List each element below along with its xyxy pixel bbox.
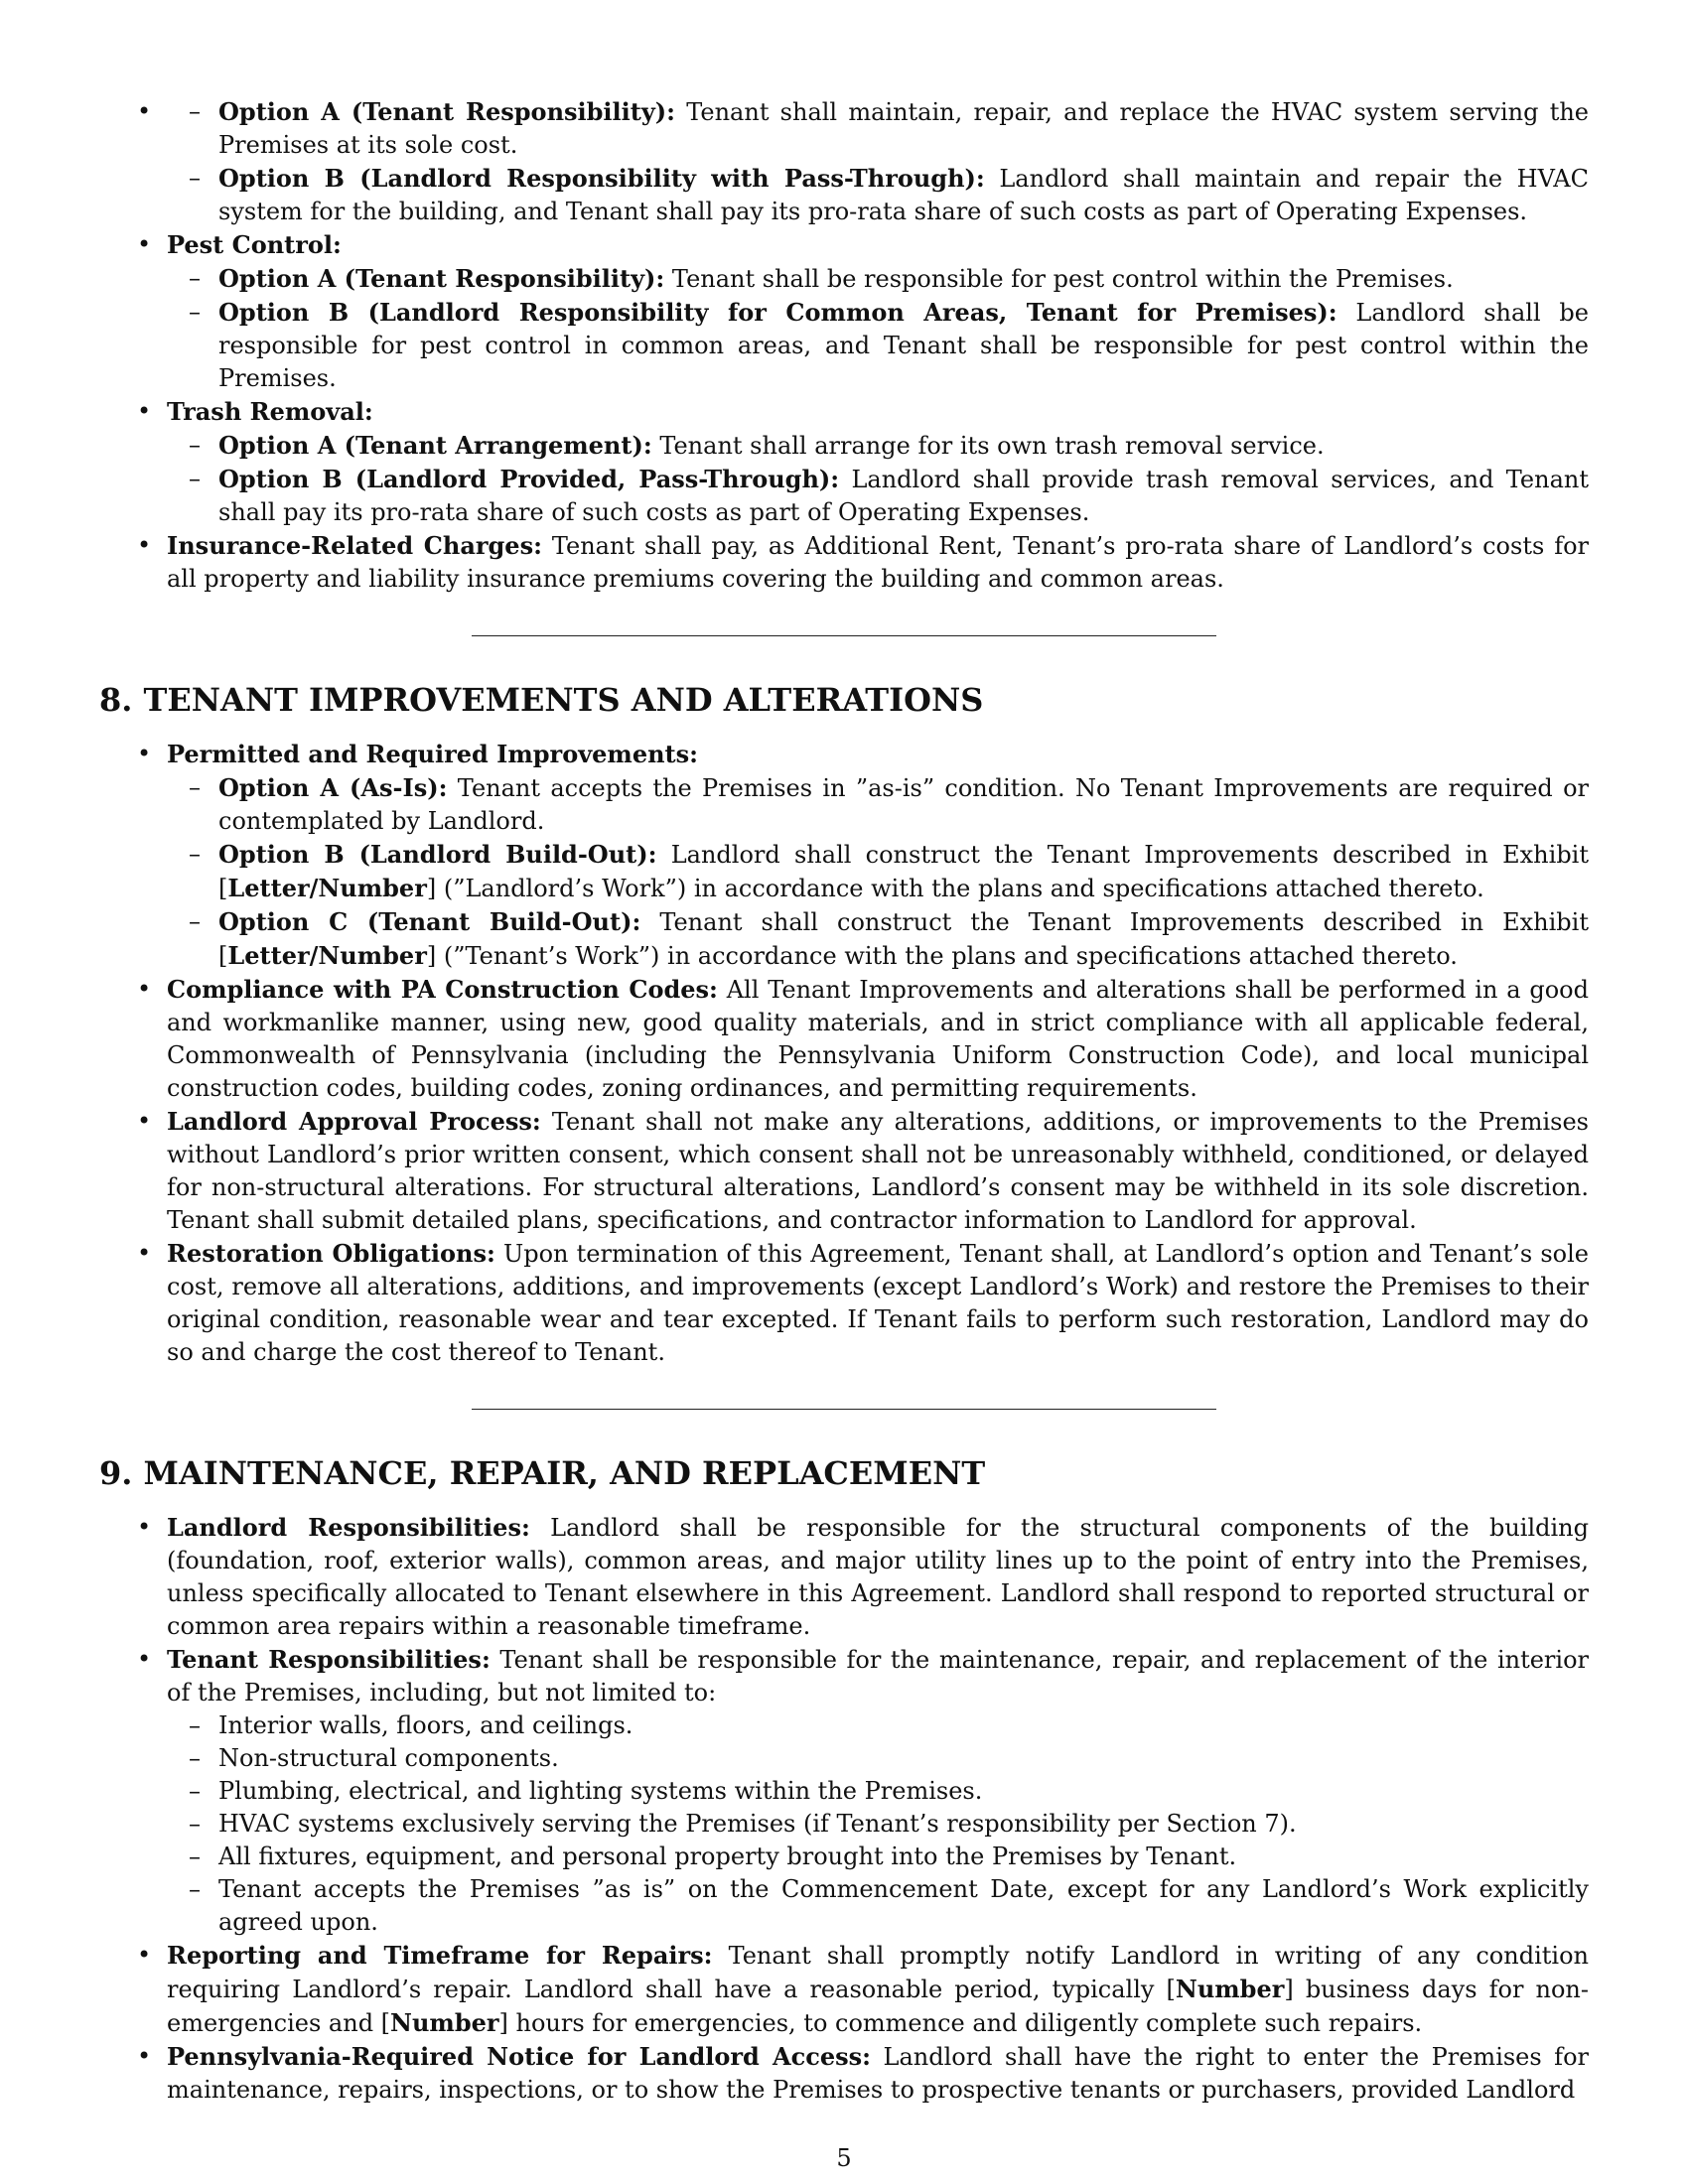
list-item <box>218 162 1589 228</box>
section-divider <box>472 1409 1216 1410</box>
section7-continued-list <box>99 95 1589 228</box>
item-text: Upon termination of this Agreement, Tenant shall, at Landlord’s option and Tenant’s sole cost, remove all alterations, additions, and improvements (except Landlord’s Work) and restore the Premises to their original condition, reasonable wear and tear excepted. If Tenant fails to perform such restoration, Landlord may do so and charge the cost thereof to Tenant. <box>167 1240 1589 1366</box>
option-text: ] (”Landlord’s Work”) in accordance with the plans and specifications attached thereto. <box>426 875 1484 902</box>
option-text: Tenant accepts the Premises in ”as-is” condition. No Tenant Improvements are required or contemplated by Landlord. <box>218 774 1589 835</box>
list-item <box>167 738 1589 973</box>
list-item: – Interior walls, floors, and ceilings. <box>218 1709 1589 1742</box>
item-label: Reporting and Timeframe for Repairs: <box>167 1941 713 1970</box>
option-label: Option A (Tenant Arrangement): <box>218 431 652 460</box>
list-item <box>167 1511 1589 1643</box>
list-item <box>167 228 1589 395</box>
section7-items <box>99 228 1589 596</box>
item-text: Landlord shall be responsible for the structural components of the building (foundation, roof, exterior walls), common areas, and major utility lines up to the point of entry into the Premises, unless specifically allocated to Tenant elsewhere in this Agreement. Landlord shall respond to reported structural or common area repairs within a reasonable timeframe. <box>167 1514 1589 1640</box>
section-divider <box>472 635 1216 636</box>
item-label: Trash Removal: <box>167 397 373 426</box>
option-text: Landlord shall be responsible for pest control in common areas, and Tenant shall be responsible for pest control within the Premises. <box>218 299 1589 392</box>
list-item <box>218 838 1589 905</box>
section-9-heading: 9. MAINTENANCE, REPAIR, AND REPLACEMENT <box>99 1454 986 1492</box>
list-item: – All fixtures, equipment, and personal property brought into the Premises by Tenant. <box>218 1841 1589 1873</box>
list-item <box>167 973 1589 1105</box>
list-item <box>167 1105 1589 1237</box>
item-label: Permitted and Required Improvements: <box>167 740 698 768</box>
option-label: Option A (As-Is): <box>218 773 448 802</box>
list-item: – Non-structural components. <box>218 1742 1589 1775</box>
section-8-heading: 8. TENANT IMPROVEMENTS AND ALTERATIONS <box>99 681 984 719</box>
sub-list <box>159 771 1589 973</box>
option-text: Landlord shall provide trash removal services, and Tenant shall pay its pro-rata share of such costs as part of Operating Expenses. <box>218 466 1590 526</box>
option-text: Landlord shall construct the Tenant Improvements described in Exhibit [ <box>218 841 1589 902</box>
list-item <box>218 771 1589 838</box>
item-label: Pest Control: <box>167 230 342 259</box>
hvac-options-list <box>159 95 1589 228</box>
item-label: Restoration Obligations: <box>167 1239 495 1268</box>
placeholder-field: Letter/Number <box>227 874 427 902</box>
list-item <box>167 395 1589 529</box>
option-label: Option C (Tenant Build-Out): <box>218 907 641 936</box>
list-item <box>167 1237 1589 1369</box>
option-text: Tenant shall construct the Tenant Improvements described in Exhibit [ <box>218 908 1589 970</box>
item-text: Tenant shall not make any alterations, additions, or improvements to the Premises without Landlord’s prior written consent, which consent shall not be unreasonably withheld, conditioned, or delayed for non-structural alterations. For structural alterations, Landlord’s consent may be withheld in its sole discretion. Tenant shall submit detailed plans, specifications, and contractor information to Landlord for approval. <box>167 1108 1589 1234</box>
item-label: Landlord Approval Process: <box>167 1107 541 1136</box>
option-text: Tenant shall maintain, repair, and replace the HVAC system serving the Premises at its sole cost. <box>218 98 1589 159</box>
item-text: ] hours for emergencies, to commence and diligently complete such repairs. <box>498 2009 1423 2037</box>
list-item: – Tenant accepts the Premises ”as is” on the Commencement Date, except for any Landlord’s Work explicitly agreed upon. <box>218 1873 1589 1939</box>
placeholder-field: Number <box>1175 1975 1285 2003</box>
list-item <box>167 529 1589 596</box>
option-text: Tenant shall be responsible for pest control within the Premises. <box>671 265 1454 293</box>
item-label: Insurance-Related Charges: <box>167 531 542 560</box>
hvac-options-item <box>167 95 1589 228</box>
sub-list <box>159 262 1589 395</box>
item-text: Tenant shall be responsible for the maintenance, repair, and replacement of the interior of the Premises, including, but not limited to: <box>167 1646 1589 1706</box>
item-label: Pennsylvania-Required Notice for Landlord Access: <box>167 2042 872 2071</box>
list-item <box>218 429 1589 463</box>
option-label: Option B (Landlord Responsibility with Pass-Through): <box>218 164 985 193</box>
list-item: – HVAC systems exclusively serving the Premises (if Tenant’s responsibility per Section 7). <box>218 1808 1589 1841</box>
item-text: ] business days for non-emergencies and [ <box>167 1976 1589 2037</box>
item-label: Landlord Responsibilities: <box>167 1513 530 1542</box>
placeholder-field: Letter/Number <box>227 941 427 970</box>
option-label: Option A (Tenant Responsibility): <box>218 97 676 126</box>
list-item <box>218 95 1589 162</box>
option-label: Option B (Landlord Build-Out): <box>218 840 657 869</box>
option-label: Option A (Tenant Responsibility): <box>218 264 665 293</box>
list-item <box>167 2040 1589 2107</box>
item-text: Tenant shall promptly notify Landlord in writing of any condition requiring Landlord’s repair. Landlord shall have a reasonable period, typically [ <box>167 1942 1589 2003</box>
list-item <box>218 296 1589 395</box>
list-item <box>167 1939 1589 2040</box>
option-text: ] (”Tenant’s Work”) in accordance with the plans and specifications attached thereto. <box>426 942 1458 970</box>
page-number: 5 <box>836 2144 852 2172</box>
list-item <box>218 905 1589 973</box>
sub-list <box>159 1709 1589 1939</box>
section8-list <box>99 738 1589 1369</box>
option-label: Option B (Landlord Responsibility for Common Areas, Tenant for Premises): <box>218 298 1337 327</box>
option-label: Option B (Landlord Provided, Pass-Through): <box>218 465 840 493</box>
item-label: Tenant Responsibilities: <box>167 1645 491 1674</box>
list-item <box>218 463 1589 529</box>
list-item: – Plumbing, electrical, and lighting systems within the Premises. <box>218 1775 1589 1808</box>
item-text: Tenant shall pay, as Additional Rent, Tenant’s pro-rata share of Landlord’s costs for all property and liability insurance premiums covering the building and common areas. <box>167 532 1590 593</box>
item-text: All Tenant Improvements and alterations shall be performed in a good and workmanlike manner, using new, good quality materials, and in strict compliance with all applicable federal, Commonwealth of Pennsylvania (including the Pennsylvania Uniform Construction Code), and local municipal construction codes, building codes, zoning ordinances, and permitting requirements. <box>167 976 1589 1102</box>
page-content <box>99 95 1589 2107</box>
list-item <box>218 262 1589 296</box>
placeholder-field: Number <box>390 2008 499 2037</box>
item-text: Landlord shall have the right to enter the Premises for maintenance, repairs, inspections, or to show the Premises to prospective tenants or purchasers, provided Landlord <box>167 2043 1589 2104</box>
section9-list <box>99 1511 1589 2107</box>
option-text: Tenant shall arrange for its own trash removal service. <box>659 432 1325 460</box>
option-text: Landlord shall maintain and repair the HVAC system for the building, and Tenant shall pay its pro-rata share of such costs as part of Operating Expenses. <box>218 165 1589 225</box>
item-label: Compliance with PA Construction Codes: <box>167 975 718 1004</box>
sub-list <box>159 429 1589 529</box>
list-item <box>167 1643 1589 1939</box>
